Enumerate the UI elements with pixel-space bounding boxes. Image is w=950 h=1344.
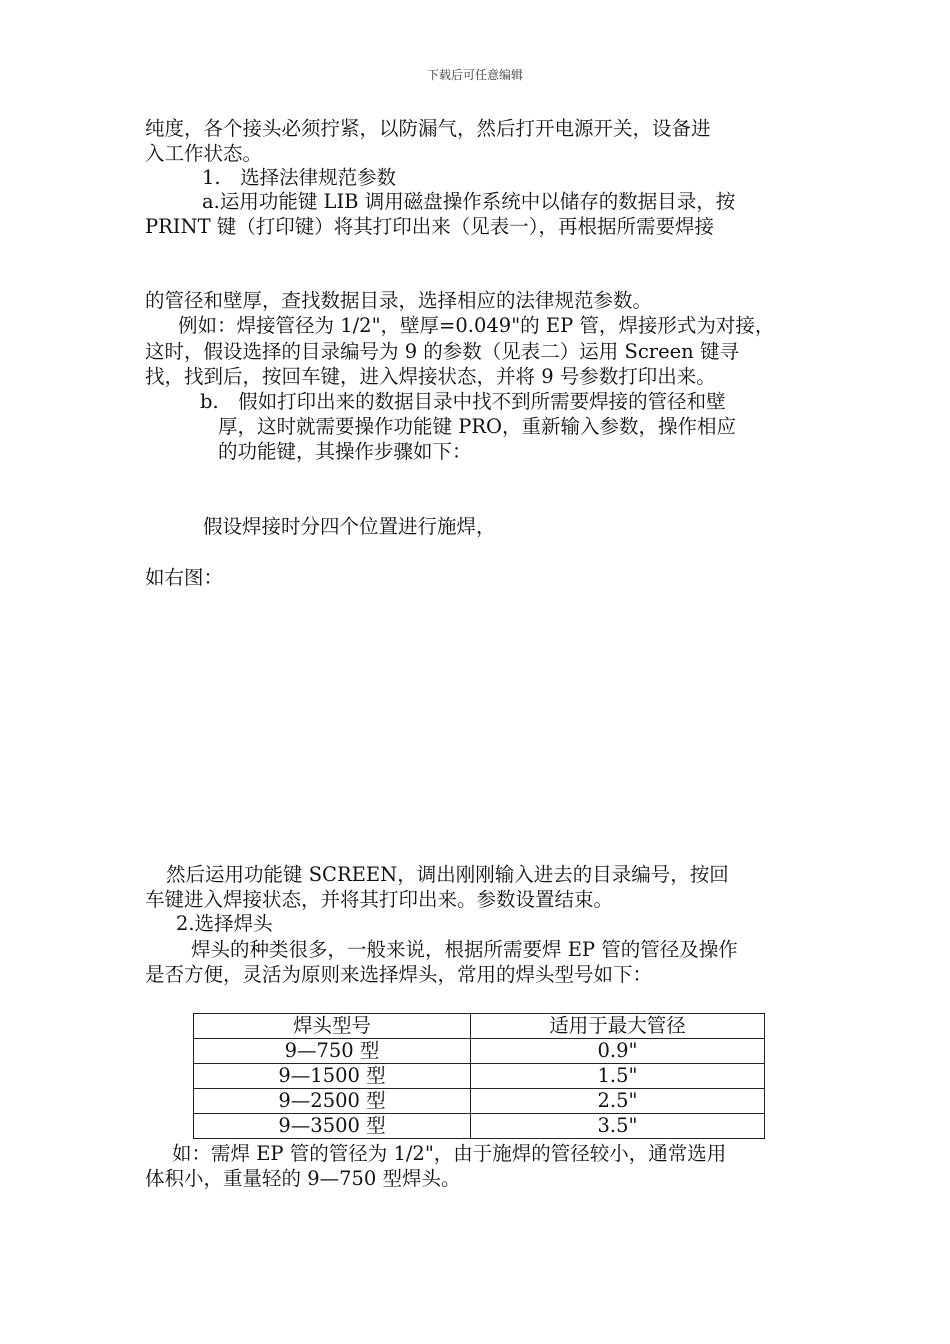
table-cell: 9—2500 型	[194, 1089, 471, 1114]
table-row	[194, 1089, 765, 1114]
body-line: 如：需焊 EP 管的管径为 1/2"，由于施焊的管径较小，通常选用	[172, 1142, 727, 1165]
body-line: 的功能键，其操作步骤如下：	[218, 440, 472, 463]
body-line: 厚，这时就需要操作功能键 PRO，重新输入参数，操作相应	[218, 415, 736, 438]
table-cell: 3.5"	[471, 1114, 765, 1139]
body-line: 入工作状态。	[145, 142, 263, 165]
table-row	[194, 1114, 765, 1139]
table-row	[194, 1064, 765, 1089]
body-line: a.运用功能键 LIB 调用磁盘操作系统中以储存的数据目录，按	[202, 190, 736, 213]
body-line: 例如：焊接管径为 1/2"，壁厚=0.049"的 EP 管，焊接形式为对接，	[178, 314, 775, 337]
body-line: 这时，假设选择的目录编号为 9 的参数（见表二）运用 Screen 键寻	[145, 340, 739, 363]
body-line: 车键进入焊接状态，并将其打印出来。参数设置结束。	[145, 888, 614, 911]
table-header-cell: 焊头型号	[194, 1014, 471, 1039]
table-cell: 1.5"	[471, 1064, 765, 1089]
table-cell: 0.9"	[471, 1039, 765, 1064]
body-line: 然后运用功能键 SCREEN，调出刚刚输入进去的目录编号，按回	[166, 863, 729, 886]
body-line: 焊头的种类很多，一般来说，根据所需要焊 EP 管的管径及操作	[191, 938, 738, 961]
body-line: 体积小，重量轻的 9—750 型焊头。	[145, 1167, 461, 1190]
section-heading-1: 1. 选择法律规范参数	[202, 166, 397, 189]
body-line: b. 假如打印出来的数据目录中找不到所需要焊接的管径和壁	[200, 390, 726, 413]
body-line: 如右图：	[145, 566, 224, 589]
table-cell: 9—3500 型	[194, 1114, 471, 1139]
body-line: 纯度，各个接头必须拧紧，以防漏气，然后打开电源开关，设备进	[145, 117, 711, 140]
table-header-row	[194, 1014, 765, 1039]
body-line: 是否方便，灵活为原则来选择焊头，常用的焊头型号如下：	[145, 963, 653, 986]
table-cell: 9—1500 型	[194, 1064, 471, 1089]
body-line: 假设焊接时分四个位置进行施焊，	[203, 515, 496, 538]
body-line: 的管径和壁厚，查找数据目录，选择相应的法律规范参数。	[145, 289, 653, 312]
body-line: PRINT 键（打印键）将其打印出来（见表一），再根据所需要焊接	[145, 215, 715, 238]
table-cell: 9—750 型	[194, 1039, 471, 1064]
table-row	[194, 1039, 765, 1064]
body-line: 找，找到后，按回车键，进入焊接状态，并将 9 号参数打印出来。	[145, 365, 716, 388]
table-cell: 2.5"	[471, 1089, 765, 1114]
table-header-cell: 适用于最大管径	[471, 1014, 765, 1039]
section-heading-2: 2.选择焊头	[176, 912, 273, 935]
weld-head-table	[193, 1013, 765, 1139]
page-header: 下载后可任意编辑	[426, 68, 523, 82]
